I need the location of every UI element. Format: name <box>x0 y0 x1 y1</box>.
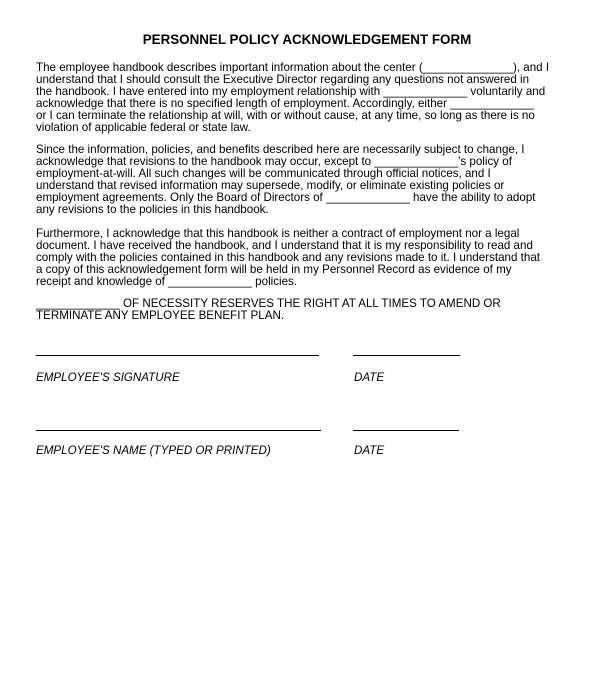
paragraph-line: understand that I should consult the Executive Director regarding any questions not answered in <box>36 73 530 87</box>
paragraph-line: a copy of this acknowledgement form will be held in my Personnel Record as evidence of my <box>36 263 512 277</box>
paragraph-line: TERMINATE ANY EMPLOYEE BENEFIT PLAN. <box>36 309 285 323</box>
paragraph-line: acknowledge that there is no specified length of employment. Accordingly, either _____________ <box>36 97 534 111</box>
paragraph-line: the handbook. I have entered into my employment relationship with _____________ voluntarily and <box>36 85 546 99</box>
paragraph-handbook-employment <box>36 62 566 135</box>
paragraph-line: comply with the policies contained in this handbook and any revisions made to it. I understand that <box>36 251 540 265</box>
paragraph-line: document. I have received the handbook, and I understand that it is my responsibility to read and <box>36 239 533 253</box>
name-date-label: DATE <box>354 444 385 457</box>
paragraph-line: employment agreements. Only the Board of Directors of _____________ have the ability to adopt <box>36 191 536 205</box>
employee-name-line[interactable] <box>36 430 321 431</box>
employee-name-label: EMPLOYEE'S NAME (TYPED OR PRINTED) <box>36 444 271 457</box>
paragraph-line: receipt and knowledge of _____________ policies. <box>36 275 298 289</box>
paragraph-line: Since the information, policies, and benefits described here are necessarily subject to change, I <box>36 143 525 156</box>
form-title: PERSONNEL POLICY ACKNOWLEDGEMENT FORM <box>142 32 472 47</box>
paragraph-policy-revisions <box>36 144 566 217</box>
paragraph-not-a-contract <box>36 228 566 288</box>
employee-signature-label: EMPLOYEE'S SIGNATURE <box>36 371 180 384</box>
paragraph-line: violation of applicable federal or state law. <box>36 121 251 135</box>
paragraph-line: any revisions to the policies in this handbook. <box>36 203 269 217</box>
paragraph-line: employment-at-will. All such changes will be communicated through official notices, and I <box>36 167 491 181</box>
paragraph-line: _____________ OF NECESSITY RESERVES THE RIGHT AT ALL TIMES TO AMEND OR <box>36 297 501 310</box>
name-date-line[interactable] <box>353 430 459 431</box>
paragraph-line: The employee handbook describes important information about the center (______________), and I <box>36 61 550 74</box>
paragraph-line: Furthermore, I acknowledge that this handbook is neither a contract of employment nor a legal <box>36 227 520 240</box>
paragraph-line: understand that revised information may supersede, modify, or eliminate existing policies or <box>36 179 505 193</box>
signature-date-label: DATE <box>354 371 385 384</box>
signature-date-line[interactable] <box>353 355 460 356</box>
employee-signature-line[interactable] <box>36 355 319 356</box>
paragraph-benefit-plan-notice <box>36 298 566 322</box>
paragraph-line: or I can terminate the relationship at will, with or without cause, at any time, so long as there is no <box>36 109 535 123</box>
paragraph-line: acknowledge that revisions to the handbook may occur, except to _____________'s policy of <box>36 155 512 169</box>
